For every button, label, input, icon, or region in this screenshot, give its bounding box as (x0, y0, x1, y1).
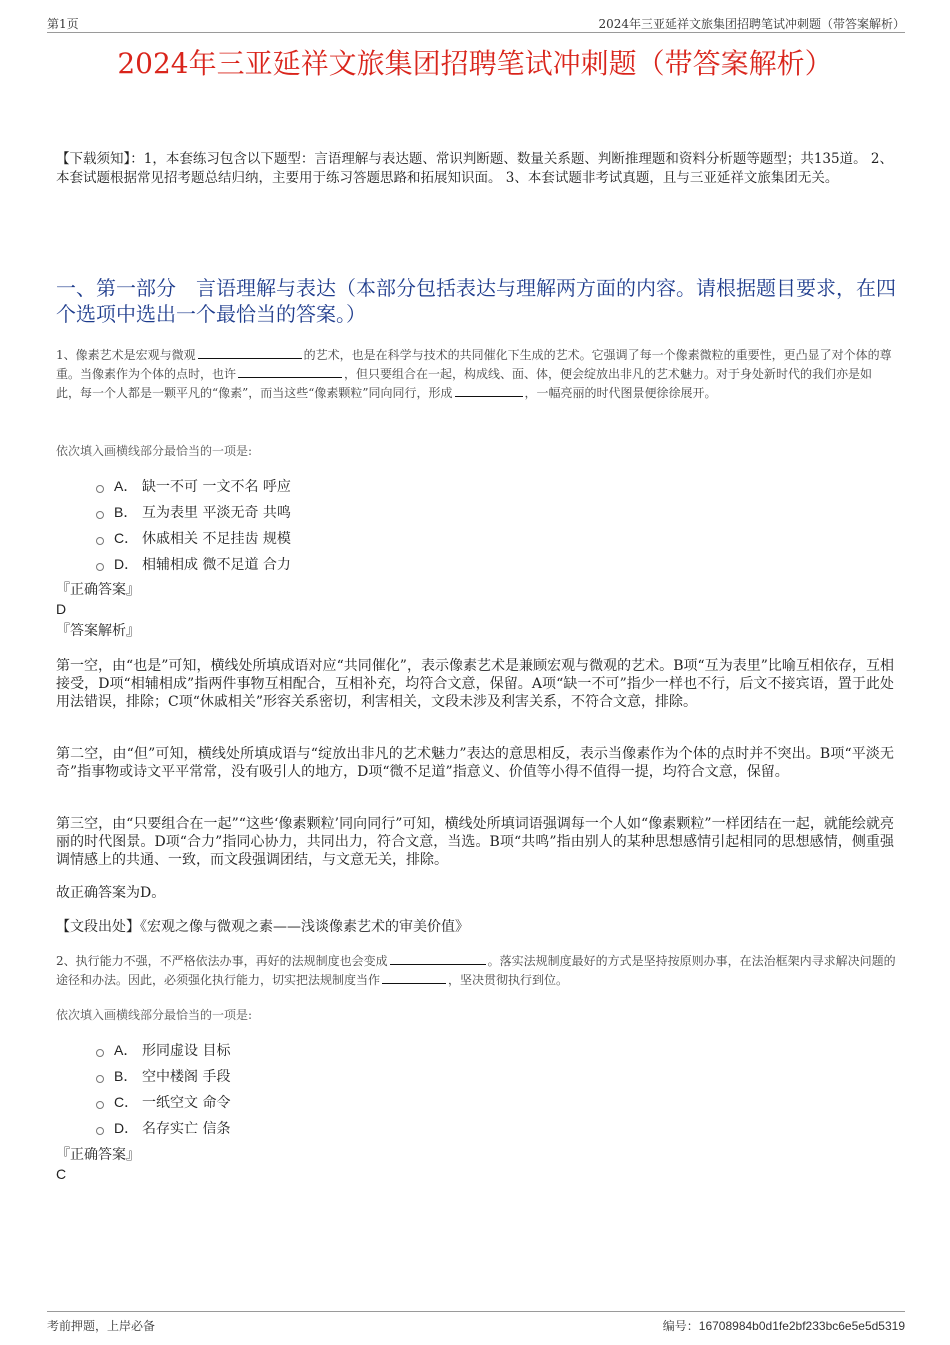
analysis-paragraph-2: 第二空，由“但”可知，横线处所填成语与“绽放出非凡的艺术魅力”表达的意思相反，表示当像素作为个体的点时并不突出。B项“平淡无奇”指事物或诗文平平常常，没有吸引人的地方，D项“微不足道”指意义、价值等小得不值得一提，均符合文意，保留。 (56, 746, 894, 780)
option-letter: D． (114, 556, 139, 572)
serial-value: 16708984b0d1fe2bf233bc6e5e5d5319 (698, 1319, 905, 1333)
stem-text: 的艺术，也是在科学与技术的共同催化下生成的艺术。它强调了每一个像素微粒的重要性，更凸显了对个体的尊重。当像素作为个体的点时，也许 (56, 348, 892, 381)
option-a[interactable] (96, 1037, 230, 1063)
option-b[interactable] (96, 1063, 230, 1089)
radio-icon[interactable] (96, 1049, 104, 1057)
option-text: 互为表里 平淡无奇 共鸣 (142, 505, 291, 521)
option-text: 缺一不可 一文不名 呼应 (142, 479, 291, 495)
option-text: 名存实亡 信条 (142, 1121, 231, 1137)
stem-text: 。落实法规制度最好的方式是坚持按原则办事，在法治框架内寻求解决问题的途径和办法。因此，必须强化执行能力，切实把法规制度当作 (56, 954, 896, 987)
fill-blank (238, 365, 342, 378)
fill-blank (390, 952, 486, 965)
footer-slogan: 考前押题，上岸必备 (47, 1319, 156, 1333)
option-c[interactable] (96, 525, 291, 551)
fill-blank (382, 971, 446, 984)
option-a[interactable] (96, 473, 291, 499)
option-text: 一纸空文 命令 (142, 1095, 231, 1111)
stem-text: ，坚决贯彻执行到位。 (448, 973, 569, 987)
analysis-paragraph-1: 第一空，由“也是”可知，横线处所填成语对应“共同催化”，表示像素艺术是兼顾宏观与微观的艺术。B项“互为表里”比喻互相依存，互相接受，D项“相辅相成”指两件事物互相配合，互相补充，均符合文意，保留。A项“缺一不可”指少一样也不行，后文不接宾语，置于此处用法错误，排除；C项“休戚相关”形容关系密切，利害相关，文段未涉及利害关系，不符合文意，排除。 (56, 658, 894, 710)
fill-blank (455, 384, 523, 397)
option-letter: B． (114, 504, 138, 520)
section-heading: 一、第一部分 言语理解与表达（本部分包括表达与理解两方面的内容。请根据题目要求，在四个选项中选出一个最恰当的答案。） (56, 276, 896, 326)
option-d[interactable] (96, 1115, 230, 1141)
option-letter: C． (114, 530, 139, 546)
radio-icon[interactable] (96, 1075, 104, 1083)
page-footer (47, 1311, 905, 1334)
option-text: 空中楼阁 手段 (142, 1069, 231, 1085)
analysis-conclusion: 故正确答案为D。 (56, 885, 166, 901)
download-notice: 【下载须知】：1，本套练习包含以下题型：言语理解与表达题、常识判断题、数量关系题、判断推理题和资料分析题等题型；共135道。 2、本套试题根据常见招考题总结归纳，主要用于练习答题思路和拓展知识面。 3、本套试题非考试真题，且与三亚延祥文旅集团无关。 (56, 151, 893, 186)
analysis-paragraph-3: 第三空，由“只要组合在一起”“这些‘像素颗粒’同向同行”可知，横线处所填词语强调每一个人如“像素颗粒”一样团结在一起，就能绘就亮丽的时代图景。D项“合力”指同心协力，共同出力，符合文意，当选。B项“共鸣”指由别人的某种思想感情引起相同的思想感情，侧重强调情感上的共通、一致，而文段强调团结，与文意无关，排除。 (56, 816, 894, 868)
question-1-options (96, 473, 291, 577)
serial-number (663, 1317, 905, 1334)
correct-answer: C (56, 1166, 67, 1182)
radio-icon[interactable] (96, 1101, 104, 1109)
correct-answer-label: 『正确答案』 (56, 582, 140, 598)
radio-icon[interactable] (96, 563, 104, 571)
option-b[interactable] (96, 499, 291, 525)
question-2-options (96, 1037, 230, 1141)
question-2-stem (56, 952, 896, 990)
radio-icon[interactable] (96, 537, 104, 545)
correct-answer-label: 『正确答案』 (56, 1147, 140, 1163)
option-text: 形同虚设 目标 (142, 1043, 231, 1059)
analysis-label: 『答案解析』 (56, 623, 140, 639)
fill-blank (198, 346, 302, 359)
option-d[interactable] (96, 551, 291, 577)
option-letter: B． (114, 1068, 138, 1084)
question-1-stem (56, 346, 896, 403)
option-letter: D． (114, 1120, 139, 1136)
option-c[interactable] (96, 1089, 230, 1115)
option-letter: C． (114, 1094, 139, 1110)
radio-icon[interactable] (96, 511, 104, 519)
page-number: 第1页 (47, 17, 79, 31)
document-title: 2024年三亚延祥文旅集团招聘笔试冲刺题（带答案解析） (117, 47, 833, 80)
stem-text: 2、执行能力不强，不严格依法办事，再好的法规制度也会变成 (56, 954, 388, 968)
running-title: 2024年三亚延祥文旅集团招聘笔试冲刺题（带答案解析） (598, 17, 905, 31)
radio-icon[interactable] (96, 485, 104, 493)
serial-label: 编号： (662, 1319, 699, 1333)
question-2-instruction: 依次填入画横线部分最恰当的一项是: (56, 1008, 253, 1022)
question-1-instruction: 依次填入画横线部分最恰当的一项是: (56, 444, 253, 458)
option-letter: A． (114, 478, 138, 494)
correct-answer: D (56, 601, 67, 617)
radio-icon[interactable] (96, 1127, 104, 1135)
option-letter: A． (114, 1042, 138, 1058)
page-header (47, 14, 905, 33)
stem-text: 1、像素艺术是宏观与微观 (56, 348, 196, 362)
stem-text: ，但只要组合在一起，构成线、面、体，便会绽放出非凡的艺术魅力。对于身处新时代的我们亦是如此，每一个人都是一颗平凡的“像素”，而当这些“像素颗粒”同向同行，形成 (56, 367, 873, 400)
option-text: 休戚相关 不足挂齿 规模 (142, 531, 291, 547)
passage-source: 【文段出处】《宏观之像与微观之素——浅谈像素艺术的审美价值》 (56, 919, 469, 935)
option-text: 相辅相成 微不足道 合力 (142, 557, 291, 573)
stem-text: ，一幅亮丽的时代图景便徐徐展开。 (524, 386, 717, 400)
